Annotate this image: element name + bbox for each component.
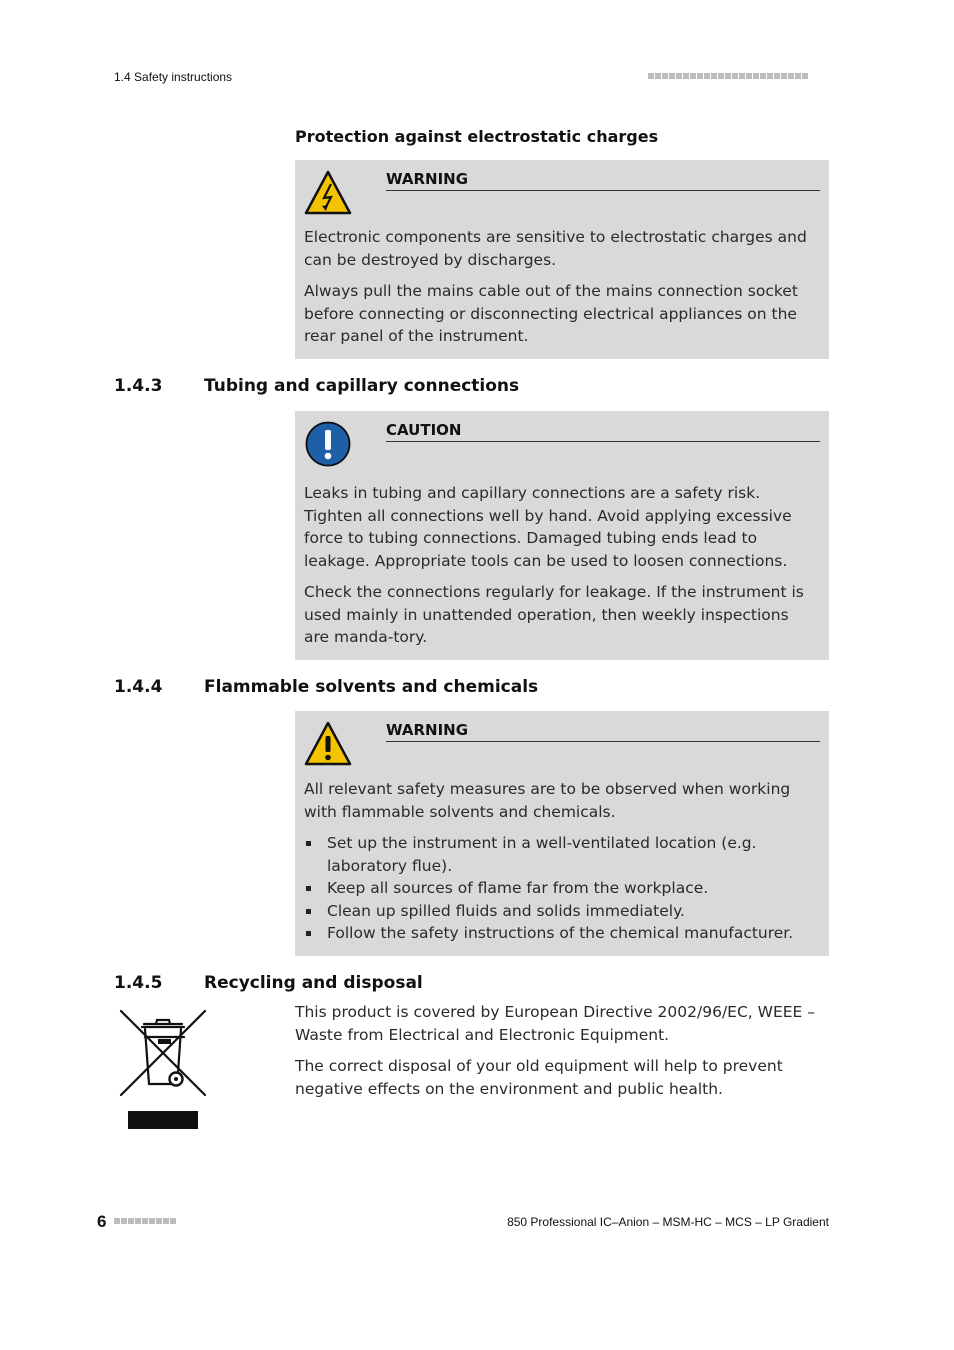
section-number: 1.4.5 [114,973,163,993]
section-number: 1.4.4 [114,677,163,697]
caution-paragraph: Check the connections regularly for leakage. If the instrument is used mainly in unattended operation, then weekly inspections are manda-tory. [304,583,804,646]
list-item: Clean up spilled fluids and solids immediately. [304,900,817,923]
warning-label: WARNING [386,721,820,742]
crossed-out-wheelie-bin-icon [118,1007,210,1131]
section-heading-flammable [114,677,538,697]
section-number: 1.4.3 [114,376,163,396]
list-item: Keep all sources of flame far from the workplace. [304,877,817,900]
section-title: Tubing and capillary connections [204,376,520,396]
general-warning-icon [304,721,352,767]
section-title: Recycling and disposal [204,973,423,993]
caution-text [304,482,817,658]
electricity-warning-icon [304,170,352,216]
warning-text [304,226,817,357]
running-header: 1.4 Safety instructions [114,70,233,84]
warning-paragraph: Always pull the mains cable out of the mains connection socket before connecting or disconnecting electrical appliances on the rear panel of the instrument. [304,282,798,345]
page-number: 6 [97,1212,107,1231]
running-footer: 850 Professional IC–Anion – MSM-HC – MCS – LP Gradient [507,1215,829,1229]
section-heading-tubing [114,376,519,396]
warning-label: WARNING [386,170,820,191]
footer-decoration [114,1218,176,1224]
warning-paragraph: All relevant safety measures are to be observed when working with flammable solvents and chemicals. [304,780,791,821]
warning-box-electrostatic [295,160,829,359]
caution-exclamation-icon [304,421,352,467]
header-decoration [648,73,808,79]
caution-box-tubing [295,411,829,660]
subheading-electrostatic: Protection against electrostatic charges [295,127,659,146]
caution-paragraph: Leaks in tubing and capillary connections are a safety risk. Tighten all connections well by hand. Avoid applying excessive force to tubing connections. Damaged tubing ends lead to leakage. Appropriate tools can be used to loosen connections. [304,484,792,570]
section-heading-recycling [114,973,423,993]
warning-box-flammable [295,711,829,956]
safety-measures-list [304,832,817,945]
recycling-text [295,1001,829,1109]
warning-text [304,778,817,945]
warning-paragraph: Electronic components are sensitive to electrostatic charges and can be destroyed by discharges. [304,228,807,269]
caution-label: CAUTION [386,421,820,442]
section-title: Flammable solvents and chemicals [204,677,539,697]
list-item: Set up the instrument in a well-ventilated location (e.g. laboratory flue). [304,832,817,877]
recycling-paragraph: This product is covered by European Directive 2002/96/EC, WEEE – Waste from Electrical and Electronic Equipment. [295,1003,816,1044]
recycling-paragraph: The correct disposal of your old equipment will help to prevent negative effects on the environment and public health. [295,1057,783,1098]
list-item: Follow the safety instructions of the chemical manufacturer. [304,922,817,945]
